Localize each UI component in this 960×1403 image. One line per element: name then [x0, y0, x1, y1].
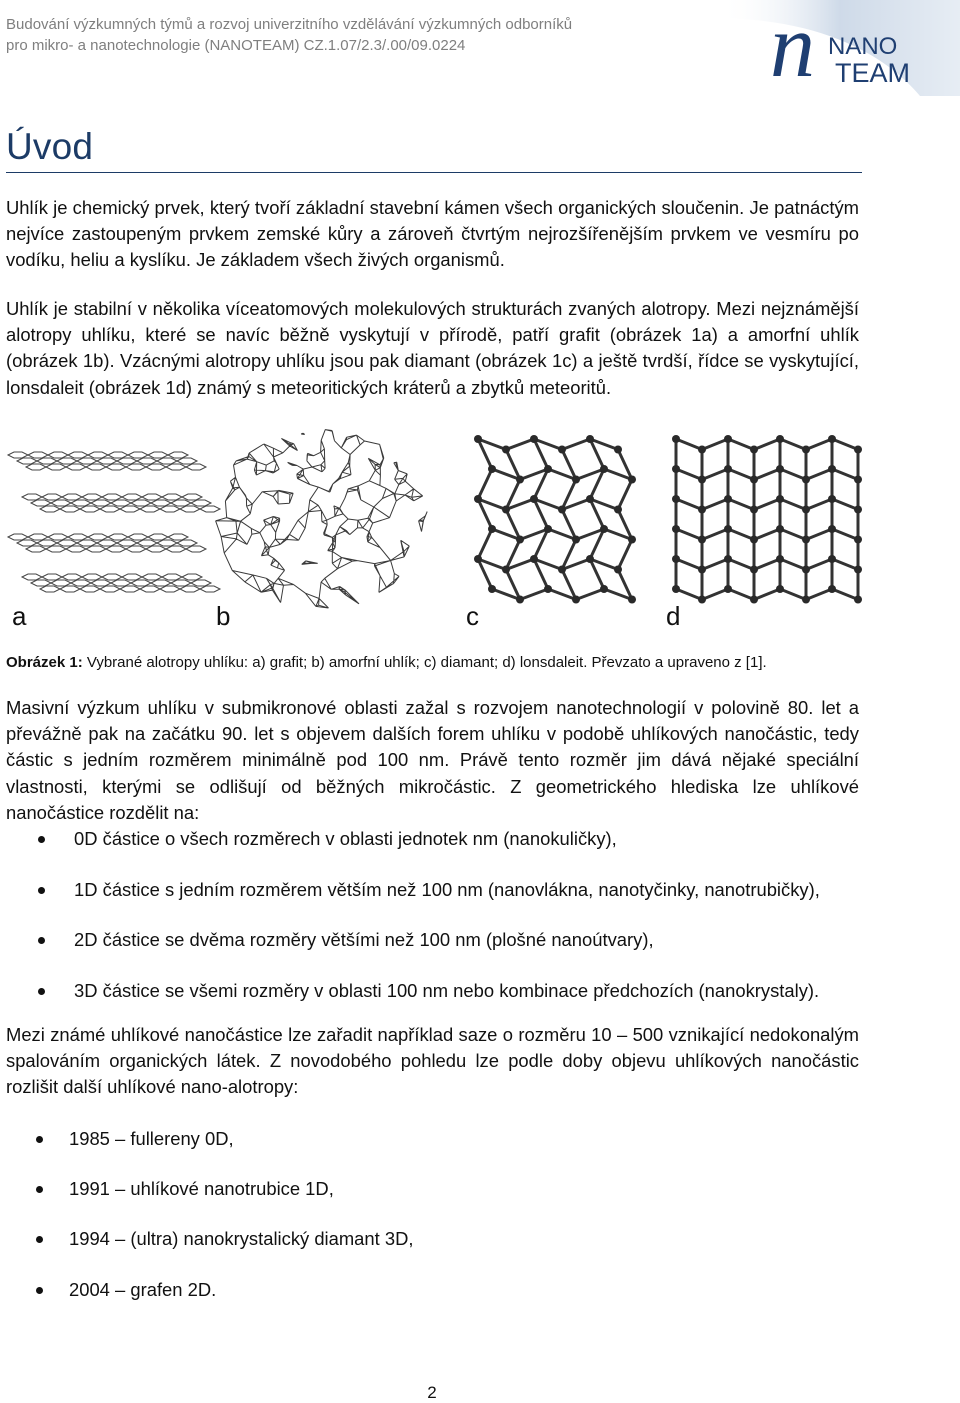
graphite-ring [131, 580, 151, 586]
logo-word-nano: NANO [828, 33, 898, 60]
list-item-text: 1985 – fullereny 0D, [69, 1128, 234, 1149]
graphite-ring [142, 574, 162, 580]
carbon-atom [516, 476, 524, 484]
graphite-ring [168, 534, 188, 540]
carbon-atom [828, 525, 836, 533]
carbon-atom [628, 596, 636, 604]
graphite-ring [86, 464, 106, 470]
graphite-ring [100, 506, 120, 512]
graphite-ring [57, 540, 77, 546]
list-item-text: 3D částice se všemi rozměry v oblasti 100 nm nebo kombinace předchozích (nanokrystaly). [74, 979, 820, 1001]
graphite-ring [31, 500, 51, 506]
graphite-ring [122, 494, 142, 500]
graphite-ring [168, 452, 188, 458]
graphite-ring [128, 452, 148, 458]
carbon-atom [854, 476, 862, 484]
graphite-ring [106, 464, 126, 470]
carbon-atom [724, 435, 732, 443]
logo-letter: n [770, 0, 815, 96]
carbon-atom [544, 585, 552, 593]
carbon-atom [614, 446, 622, 454]
particle-dimension-list [0, 826, 820, 1028]
graphite-ring [91, 500, 111, 506]
paragraph-intro: Uhlík je chemický prvek, který tvoří základní stavební kámen všech organických sloučenin. Je patnáctým nejvíce zastoupeným prvkem zemské kůry a zároveň čtvrtým nejrozšířenějším prvkem ve vesmíru po vodíku, heliu a kyslíku. Je základem všech živých organismů. [6, 197, 859, 271]
list-item [0, 877, 820, 928]
carbon-atom [854, 536, 862, 544]
carbon-atom [544, 525, 552, 533]
graphite-ring [26, 464, 46, 470]
list-item [0, 1126, 413, 1176]
carbon-atom [854, 446, 862, 454]
graphite-ring [191, 580, 211, 586]
graphite-ring [180, 586, 200, 592]
carbon-atom [724, 465, 732, 473]
graphite-ring [120, 586, 140, 592]
amorphous-carbon-structure [216, 430, 428, 608]
carbon-atom [750, 446, 758, 454]
graphite-ring [146, 546, 166, 552]
bullet-icon [38, 988, 45, 995]
graphite-ring [42, 574, 62, 580]
bullet-icon [36, 1136, 43, 1143]
carbon-atom [802, 596, 810, 604]
graphite-ring [191, 500, 211, 506]
graphite-ring [42, 494, 62, 500]
carbon-atom [724, 525, 732, 533]
graphite-ring [22, 494, 42, 500]
carbon-atom [802, 506, 810, 514]
carbon-atom [828, 585, 836, 593]
carbon-atom [724, 555, 732, 563]
carbon-atom [672, 525, 680, 533]
carbon-atom [586, 495, 594, 503]
carbon-atom [776, 585, 784, 593]
carbon-atom [572, 476, 580, 484]
header-line-1: Budování výzkumných týmů a rozvoj univerzitního vzdělávání výzkumných odborníků [6, 16, 573, 33]
graphite-ring [28, 452, 48, 458]
list-item-text: 1D částice s jedním rozměrem větším než 100 nm (nanovlákna, nanotyčinky, nanotrubičky), [74, 878, 820, 900]
paragraph-research: Masivní výzkum uhlíku v submikronové oblasti zažal s rozvojem nanotechnologií v polovině 80. let a převážně pak na začátku 90. let s objevem dalších forem uhlíku v podobě uhlíkových nanočástic, tedy částic s jedním rozměrem minimálně pod 100 nm. Právě tento rozměr jim dává nějaké speciální vlastnosti, kterými se odlišují od běžných mikročástic. Z geometrického hlediska lze uhlíkové nanočástice rozdělit na: [6, 697, 859, 823]
graphite-ring [108, 452, 128, 458]
carbon-atom [698, 566, 706, 574]
carbon-atom [488, 585, 496, 593]
title-underline [6, 172, 862, 173]
project-header [6, 14, 706, 56]
graphite-ring [28, 534, 48, 540]
carbon-atom [628, 476, 636, 484]
caption-text: Vybrané alotropy uhlíku: a) grafit; b) amorfní uhlík; c) diamant; d) lonsdaleit. Převzato a upraveno z [1]. [82, 654, 767, 671]
graphite-ring [148, 452, 168, 458]
graphite-ring [111, 580, 131, 586]
graphite-ring [8, 452, 28, 458]
carbon-atom [614, 506, 622, 514]
carbon-atom [828, 465, 836, 473]
graphite-ring [177, 540, 197, 546]
graphite-ring [60, 506, 80, 512]
carbon-atom [516, 596, 524, 604]
graphite-ring [46, 464, 66, 470]
graphite-ring [51, 580, 71, 586]
graphite-ring [140, 586, 160, 592]
carbon-atom [530, 435, 538, 443]
graphite-ring [48, 452, 68, 458]
graphite-ring [126, 464, 146, 470]
figure-caption [6, 653, 886, 673]
figure-label-a: a [12, 601, 27, 631]
graphite-ring [62, 574, 82, 580]
nanoteam-logo [720, 0, 960, 96]
carbon-atom [586, 555, 594, 563]
list-item [0, 1226, 413, 1276]
graphite-ring [100, 586, 120, 592]
carbon-atom [828, 555, 836, 563]
bullet-icon [36, 1236, 43, 1243]
carbon-atom [600, 585, 608, 593]
graphite-ring [71, 500, 91, 506]
carbon-atom [854, 566, 862, 574]
graphite-ring [71, 580, 91, 586]
carbon-atom [724, 495, 732, 503]
graphite-ring [137, 458, 157, 464]
bullet-icon [38, 836, 45, 843]
carbon-atom [474, 435, 482, 443]
graphite-ring [97, 540, 117, 546]
graphite-ring [148, 534, 168, 540]
carbon-atom [586, 435, 594, 443]
carbon-atom [698, 536, 706, 544]
carbon-atom [530, 555, 538, 563]
graphite-ring [157, 540, 177, 546]
graphite-ring [131, 500, 151, 506]
carbon-atom [698, 446, 706, 454]
graphite-ring [22, 574, 42, 580]
figure-label-d: d [666, 601, 681, 631]
carbon-atom [502, 566, 510, 574]
carbon-atom [474, 555, 482, 563]
carbon-atom [698, 476, 706, 484]
carbon-atom [672, 555, 680, 563]
graphite-ring [182, 494, 202, 500]
graphite-ring [157, 458, 177, 464]
carbon-atom [802, 476, 810, 484]
carbon-atom [802, 566, 810, 574]
carbon-atom [558, 506, 566, 514]
graphite-ring [200, 506, 220, 512]
carbon-atom [698, 596, 706, 604]
graphite-ring [91, 580, 111, 586]
list-item [0, 826, 820, 877]
logo-word-team: TEAM [835, 58, 911, 88]
graphite-ring [80, 586, 100, 592]
carbon-atom [558, 446, 566, 454]
graphite-ring [200, 586, 220, 592]
list-item-text: 2004 – grafen 2D. [69, 1278, 217, 1300]
carbon-atom [828, 435, 836, 443]
bullet-icon [38, 937, 45, 944]
carbon-atom [672, 465, 680, 473]
carbon-atom [854, 596, 862, 604]
figure-label-b: b [216, 601, 231, 631]
carbon-atom [474, 495, 482, 503]
graphite-ring [160, 586, 180, 592]
graphite-ring [162, 574, 182, 580]
graphite-ring [171, 500, 191, 506]
graphite-ring [8, 534, 28, 540]
graphite-ring [17, 540, 37, 546]
carbon-atom [828, 495, 836, 503]
carbon-atom [776, 495, 784, 503]
carbon-atom [614, 566, 622, 574]
carbon-atom [802, 446, 810, 454]
carbon-atom [628, 536, 636, 544]
graphite-ring [68, 534, 88, 540]
graphite-ring [182, 574, 202, 580]
lattice-bonds [478, 439, 632, 600]
amorphous-bonds [216, 430, 428, 608]
graphite-ring [82, 494, 102, 500]
list-item-text: 2D částice se dvěma rozměry většími než 100 nm (plošné nanoútvary), [74, 929, 654, 951]
graphite-ring [108, 534, 128, 540]
lonsdaleite-structure [672, 435, 862, 604]
graphite-ring [40, 506, 60, 512]
graphite-ring [57, 458, 77, 464]
carbon-atom [776, 525, 784, 533]
graphite-ring [62, 494, 82, 500]
graphite-ring [106, 546, 126, 552]
graphite-ring [68, 452, 88, 458]
carbon-atom [488, 465, 496, 473]
graphite-ring [180, 506, 200, 512]
allotropes-figure [0, 425, 960, 640]
graphite-ring [88, 452, 108, 458]
paragraph-nanoparticles: Mezi známé uhlíkové nanočástice lze zařadit například saze o rozměru 10 – 500 vznikající nedokonalým spalováním organických látek. Z novodobého pohledu lze podle doby objevu uhlíkových nanočástic rozlišit další uhlíkové nano-alotropy: [6, 1024, 859, 1098]
graphite-ring [77, 458, 97, 464]
graphite-ring [31, 580, 51, 586]
graphite-ring [128, 534, 148, 540]
nano-allotropes-list [0, 1126, 413, 1327]
carbon-atom [802, 536, 810, 544]
graphite-ring [146, 464, 166, 470]
graphite-ring [111, 500, 131, 506]
graphite-ring [186, 464, 206, 470]
graphite-ring [171, 580, 191, 586]
graphite-ring [137, 540, 157, 546]
graphite-ring [26, 546, 46, 552]
graphite-ring [102, 494, 122, 500]
graphite-ring [151, 500, 171, 506]
graphite-ring [117, 540, 137, 546]
graphite-ring [120, 506, 140, 512]
carbon-atom [672, 585, 680, 593]
graphite-ring [60, 586, 80, 592]
carbon-atom [750, 536, 758, 544]
carbon-atom [776, 465, 784, 473]
graphite-ring [88, 534, 108, 540]
caption-label: Obrázek 1: [6, 654, 83, 671]
carbon-atom [544, 465, 552, 473]
figure-label-c: c [466, 601, 479, 631]
carbon-atom [672, 435, 680, 443]
carbon-atom [698, 506, 706, 514]
page-number: 2 [427, 1383, 437, 1402]
graphite-ring [66, 464, 86, 470]
lattice-bonds [676, 439, 858, 600]
carbon-atom [600, 465, 608, 473]
graphite-ring [51, 500, 71, 506]
list-item [0, 1277, 413, 1327]
graphite-ring [122, 574, 142, 580]
graphite-ring [166, 464, 186, 470]
carbon-atom [572, 536, 580, 544]
carbon-atom [776, 435, 784, 443]
carbon-atom [530, 495, 538, 503]
graphite-ring [162, 494, 182, 500]
graphite-ring [82, 574, 102, 580]
paragraph-allotropes: Uhlík je stabilní v několika víceatomových molekulových strukturách zvaných alotropy. Mezi nejznámější alotropy uhlíku, které se navíc běžně vyskytují v přírodě, patří grafit (obrázek 1a) a amorfní uhlík (obrázek 1b). Vzácnými alotropy uhlíku jsou pak diamant (obrázek 1c) a ještě tvrdší, řídce se vyskytující, lonsdaleit (obrázek 1d) známý s meteoritických kráterů a zbytků meteoritů. [6, 298, 859, 398]
carbon-atom [750, 506, 758, 514]
graphite-ring [40, 586, 60, 592]
graphite-ring [80, 506, 100, 512]
graphite-ring [77, 540, 97, 546]
graphite-ring [37, 458, 57, 464]
graphite-ring [140, 506, 160, 512]
carbon-atom [502, 506, 510, 514]
graphite-ring [86, 546, 106, 552]
carbon-atom [572, 596, 580, 604]
graphite-ring [66, 546, 86, 552]
carbon-atom [776, 555, 784, 563]
graphite-ring [17, 458, 37, 464]
carbon-atom [750, 566, 758, 574]
graphite-ring [142, 494, 162, 500]
list-item [0, 927, 820, 978]
carbon-atom [502, 446, 510, 454]
graphite-ring [102, 574, 122, 580]
graphite-ring [166, 546, 186, 552]
graphite-structure [8, 452, 220, 592]
header-line-2: pro mikro- a nanotechnologie (NANOTEAM) CZ.1.07/2.3/.00/09.0224 [6, 37, 466, 54]
graphite-ring [126, 546, 146, 552]
list-item-text: 1991 – uhlíkové nanotrubice 1D, [69, 1178, 334, 1200]
graphite-ring [151, 580, 171, 586]
carbon-atom [724, 585, 732, 593]
carbon-atom [558, 566, 566, 574]
diamond-structure [474, 435, 636, 604]
list-item-text: 0D částice o všech rozměrech v oblasti jednotek nm (nanokuličky), [74, 828, 617, 849]
carbon-atom [854, 506, 862, 514]
list-item [0, 1176, 413, 1226]
list-item-text: 1994 – (ultra) nanokrystalický diamant 3D, [69, 1228, 414, 1250]
graphite-ring [37, 540, 57, 546]
graphite-ring [48, 534, 68, 540]
carbon-atom [516, 536, 524, 544]
graphite-ring [97, 458, 117, 464]
bullet-icon [38, 887, 45, 894]
page-title: Úvod [6, 126, 94, 167]
carbon-atom [600, 525, 608, 533]
carbon-atom [750, 596, 758, 604]
list-item [0, 978, 820, 1029]
bullet-icon [36, 1186, 43, 1193]
graphite-ring [117, 458, 137, 464]
graphite-ring [177, 458, 197, 464]
graphite-ring [186, 546, 206, 552]
carbon-atom [488, 525, 496, 533]
graphite-ring [160, 506, 180, 512]
carbon-atom [672, 495, 680, 503]
carbon-atom [750, 476, 758, 484]
bullet-icon [36, 1287, 43, 1294]
graphite-ring [46, 546, 66, 552]
